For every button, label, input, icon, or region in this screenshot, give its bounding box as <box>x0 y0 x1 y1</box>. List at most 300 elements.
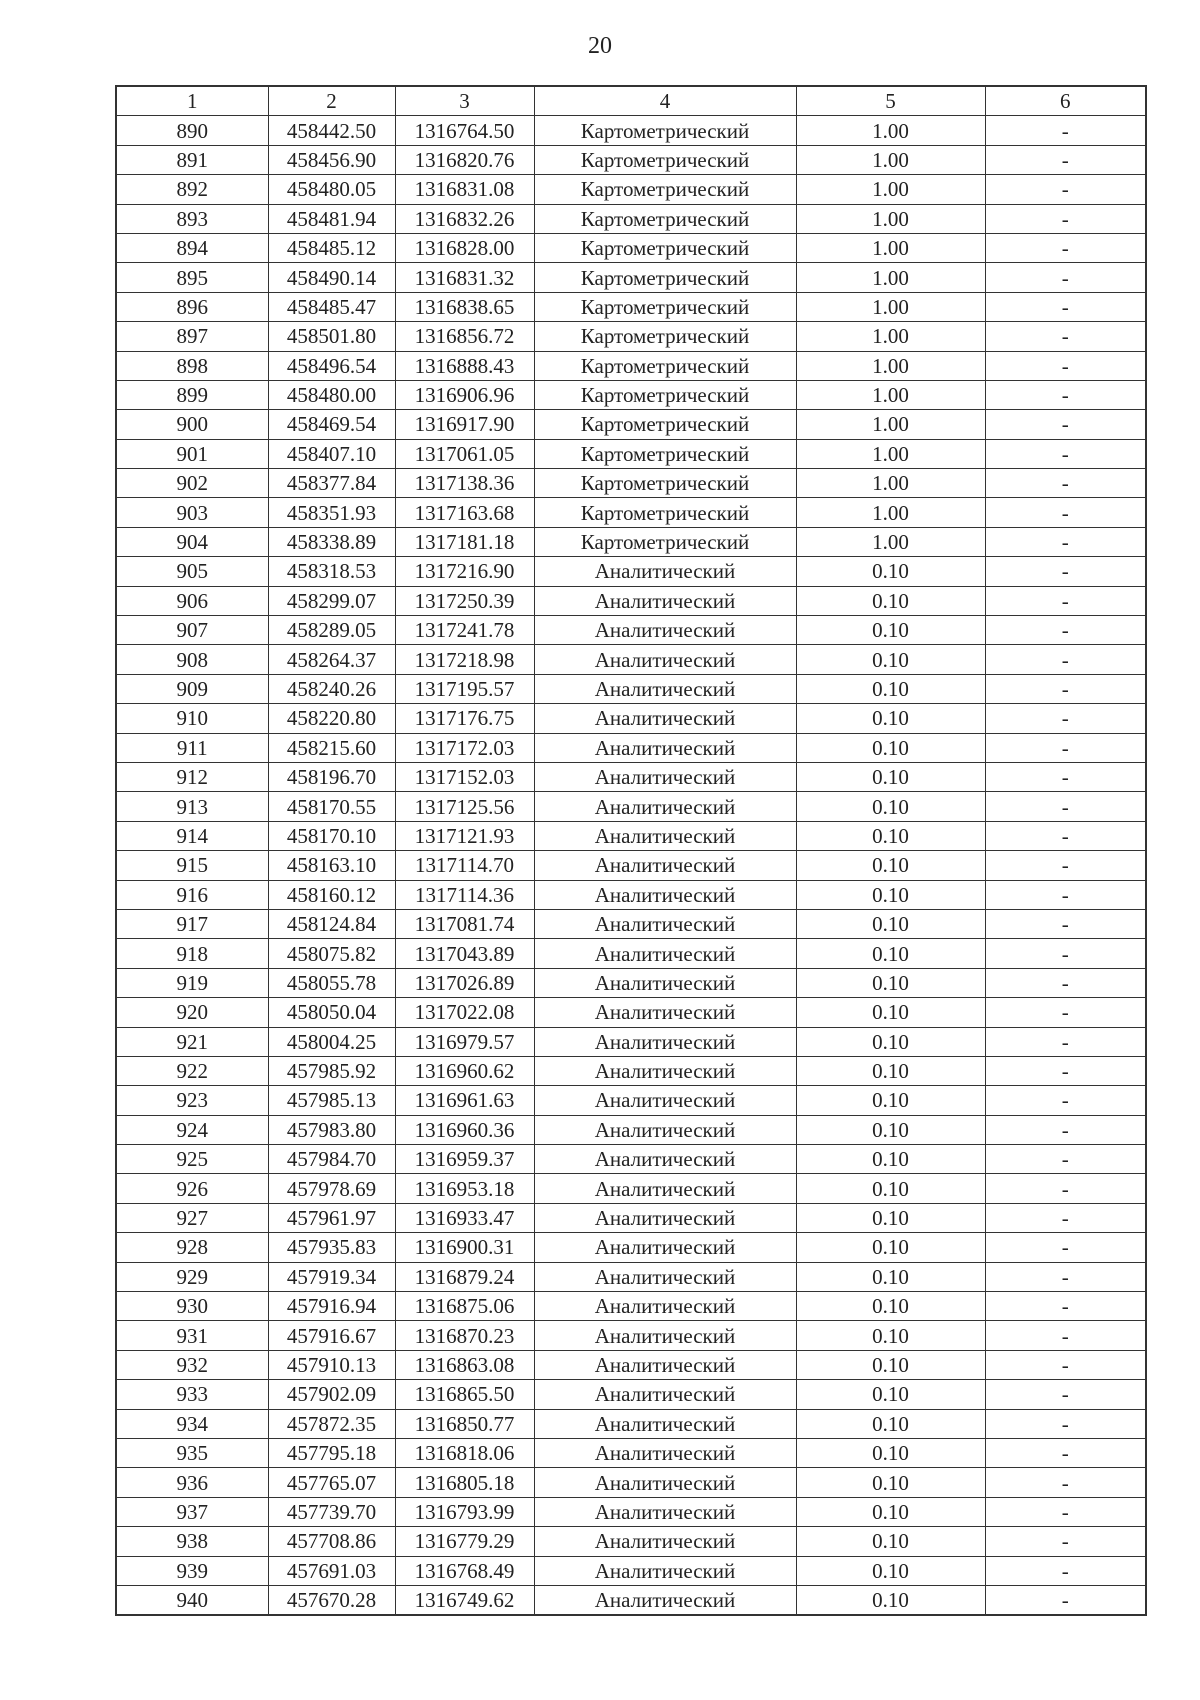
point-number-cell: 914 <box>116 821 268 850</box>
column-header: 3 <box>395 86 534 116</box>
point-number-cell: 915 <box>116 851 268 880</box>
method-cell: Аналитический <box>534 821 796 850</box>
note-cell: - <box>985 880 1146 909</box>
point-number-cell: 903 <box>116 498 268 527</box>
y-coordinate-cell: 1317163.68 <box>395 498 534 527</box>
note-cell: - <box>985 1174 1146 1203</box>
table-row <box>116 1321 1146 1350</box>
y-coordinate-cell: 1316764.50 <box>395 116 534 145</box>
point-number-cell: 913 <box>116 792 268 821</box>
method-cell: Картометрический <box>534 233 796 262</box>
note-cell: - <box>985 851 1146 880</box>
table-row <box>116 586 1146 615</box>
x-coordinate-cell: 457691.03 <box>268 1556 395 1585</box>
method-cell: Аналитический <box>534 1292 796 1321</box>
table-row <box>116 1585 1146 1615</box>
x-coordinate-cell: 457916.94 <box>268 1292 395 1321</box>
y-coordinate-cell: 1317022.08 <box>395 998 534 1027</box>
y-coordinate-cell: 1316979.57 <box>395 1027 534 1056</box>
method-cell: Аналитический <box>534 792 796 821</box>
y-coordinate-cell: 1316875.06 <box>395 1292 534 1321</box>
method-cell: Аналитический <box>534 1086 796 1115</box>
column-header: 4 <box>534 86 796 116</box>
point-number-cell: 918 <box>116 939 268 968</box>
accuracy-cell: 1.00 <box>796 527 985 556</box>
accuracy-cell: 0.10 <box>796 851 985 880</box>
point-number-cell: 938 <box>116 1527 268 1556</box>
table-row <box>116 1380 1146 1409</box>
accuracy-cell: 0.10 <box>796 1174 985 1203</box>
table-row <box>116 1115 1146 1144</box>
accuracy-cell: 0.10 <box>796 1527 985 1556</box>
x-coordinate-cell: 458050.04 <box>268 998 395 1027</box>
method-cell: Аналитический <box>534 1056 796 1085</box>
x-coordinate-cell: 458485.47 <box>268 292 395 321</box>
table-header <box>116 86 1146 116</box>
note-cell: - <box>985 704 1146 733</box>
y-coordinate-cell: 1317241.78 <box>395 616 534 645</box>
x-coordinate-cell: 458289.05 <box>268 616 395 645</box>
table-row <box>116 851 1146 880</box>
point-number-cell: 927 <box>116 1203 268 1232</box>
note-cell: - <box>985 145 1146 174</box>
method-cell: Аналитический <box>534 851 796 880</box>
x-coordinate-cell: 458480.00 <box>268 380 395 409</box>
y-coordinate-cell: 1316863.08 <box>395 1350 534 1379</box>
table-row <box>116 792 1146 821</box>
table-row <box>116 821 1146 850</box>
point-number-cell: 893 <box>116 204 268 233</box>
point-number-cell: 902 <box>116 469 268 498</box>
table-row <box>116 968 1146 997</box>
accuracy-cell: 0.10 <box>796 1380 985 1409</box>
column-header: 6 <box>985 86 1146 116</box>
x-coordinate-cell: 457983.80 <box>268 1115 395 1144</box>
note-cell: - <box>985 909 1146 938</box>
x-coordinate-cell: 458338.89 <box>268 527 395 556</box>
method-cell: Аналитический <box>534 1233 796 1262</box>
accuracy-cell: 0.10 <box>796 645 985 674</box>
y-coordinate-cell: 1317216.90 <box>395 557 534 586</box>
accuracy-cell: 1.00 <box>796 469 985 498</box>
accuracy-cell: 0.10 <box>796 1409 985 1438</box>
point-number-cell: 935 <box>116 1438 268 1467</box>
method-cell: Аналитический <box>534 1497 796 1526</box>
y-coordinate-cell: 1316818.06 <box>395 1438 534 1467</box>
y-coordinate-cell: 1317125.56 <box>395 792 534 821</box>
note-cell: - <box>985 733 1146 762</box>
method-cell: Картометрический <box>534 204 796 233</box>
method-cell: Аналитический <box>534 616 796 645</box>
note-cell: - <box>985 1497 1146 1526</box>
accuracy-cell: 0.10 <box>796 1497 985 1526</box>
accuracy-cell: 0.10 <box>796 704 985 733</box>
table-row <box>116 733 1146 762</box>
y-coordinate-cell: 1317152.03 <box>395 762 534 791</box>
table-body <box>116 116 1146 1615</box>
accuracy-cell: 0.10 <box>796 674 985 703</box>
x-coordinate-cell: 458170.55 <box>268 792 395 821</box>
table-row <box>116 1556 1146 1585</box>
table-row <box>116 1409 1146 1438</box>
method-cell: Аналитический <box>534 1468 796 1497</box>
table-row <box>116 116 1146 145</box>
point-number-cell: 923 <box>116 1086 268 1115</box>
x-coordinate-cell: 457902.09 <box>268 1380 395 1409</box>
point-number-cell: 921 <box>116 1027 268 1056</box>
point-number-cell: 932 <box>116 1350 268 1379</box>
x-coordinate-cell: 458055.78 <box>268 968 395 997</box>
point-number-cell: 931 <box>116 1321 268 1350</box>
point-number-cell: 890 <box>116 116 268 145</box>
y-coordinate-cell: 1316749.62 <box>395 1585 534 1615</box>
method-cell: Аналитический <box>534 1556 796 1585</box>
y-coordinate-cell: 1316779.29 <box>395 1527 534 1556</box>
accuracy-cell: 0.10 <box>796 1027 985 1056</box>
x-coordinate-cell: 458496.54 <box>268 351 395 380</box>
accuracy-cell: 1.00 <box>796 175 985 204</box>
x-coordinate-cell: 458469.54 <box>268 410 395 439</box>
y-coordinate-cell: 1317172.03 <box>395 733 534 762</box>
y-coordinate-cell: 1317138.36 <box>395 469 534 498</box>
method-cell: Картометрический <box>534 380 796 409</box>
point-number-cell: 908 <box>116 645 268 674</box>
method-cell: Аналитический <box>534 1262 796 1291</box>
table-row <box>116 909 1146 938</box>
table-row <box>116 175 1146 204</box>
point-number-cell: 934 <box>116 1409 268 1438</box>
x-coordinate-cell: 458490.14 <box>268 263 395 292</box>
x-coordinate-cell: 457961.97 <box>268 1203 395 1232</box>
y-coordinate-cell: 1316960.62 <box>395 1056 534 1085</box>
note-cell: - <box>985 792 1146 821</box>
method-cell: Аналитический <box>534 1174 796 1203</box>
accuracy-cell: 1.00 <box>796 439 985 468</box>
x-coordinate-cell: 457985.92 <box>268 1056 395 1085</box>
y-coordinate-cell: 1316828.00 <box>395 233 534 262</box>
note-cell: - <box>985 1086 1146 1115</box>
x-coordinate-cell: 458481.94 <box>268 204 395 233</box>
y-coordinate-cell: 1316832.26 <box>395 204 534 233</box>
y-coordinate-cell: 1316865.50 <box>395 1380 534 1409</box>
x-coordinate-cell: 457978.69 <box>268 1174 395 1203</box>
table-row <box>116 469 1146 498</box>
x-coordinate-cell: 458264.37 <box>268 645 395 674</box>
method-cell: Картометрический <box>534 292 796 321</box>
accuracy-cell: 0.10 <box>796 1056 985 1085</box>
note-cell: - <box>985 674 1146 703</box>
method-cell: Аналитический <box>534 939 796 968</box>
point-number-cell: 910 <box>116 704 268 733</box>
y-coordinate-cell: 1316831.32 <box>395 263 534 292</box>
note-cell: - <box>985 1321 1146 1350</box>
point-number-cell: 899 <box>116 380 268 409</box>
point-number-cell: 929 <box>116 1262 268 1291</box>
x-coordinate-cell: 457765.07 <box>268 1468 395 1497</box>
note-cell: - <box>985 616 1146 645</box>
point-number-cell: 891 <box>116 145 268 174</box>
x-coordinate-cell: 458004.25 <box>268 1027 395 1056</box>
method-cell: Аналитический <box>534 1321 796 1350</box>
point-number-cell: 892 <box>116 175 268 204</box>
table-row <box>116 233 1146 262</box>
point-number-cell: 928 <box>116 1233 268 1262</box>
column-header: 1 <box>116 86 268 116</box>
method-cell: Картометрический <box>534 351 796 380</box>
method-cell: Аналитический <box>534 762 796 791</box>
x-coordinate-cell: 458456.90 <box>268 145 395 174</box>
x-coordinate-cell: 458124.84 <box>268 909 395 938</box>
point-number-cell: 905 <box>116 557 268 586</box>
y-coordinate-cell: 1316793.99 <box>395 1497 534 1526</box>
point-number-cell: 926 <box>116 1174 268 1203</box>
y-coordinate-cell: 1317121.93 <box>395 821 534 850</box>
table-row <box>116 1292 1146 1321</box>
x-coordinate-cell: 458318.53 <box>268 557 395 586</box>
y-coordinate-cell: 1316888.43 <box>395 351 534 380</box>
accuracy-cell: 0.10 <box>796 1350 985 1379</box>
x-coordinate-cell: 458240.26 <box>268 674 395 703</box>
method-cell: Аналитический <box>534 586 796 615</box>
x-coordinate-cell: 457708.86 <box>268 1527 395 1556</box>
point-number-cell: 930 <box>116 1292 268 1321</box>
accuracy-cell: 1.00 <box>796 380 985 409</box>
note-cell: - <box>985 233 1146 262</box>
x-coordinate-cell: 458215.60 <box>268 733 395 762</box>
method-cell: Картометрический <box>534 175 796 204</box>
y-coordinate-cell: 1317176.75 <box>395 704 534 733</box>
note-cell: - <box>985 322 1146 351</box>
note-cell: - <box>985 351 1146 380</box>
x-coordinate-cell: 458299.07 <box>268 586 395 615</box>
y-coordinate-cell: 1317114.36 <box>395 880 534 909</box>
method-cell: Картометрический <box>534 116 796 145</box>
method-cell: Аналитический <box>534 1438 796 1467</box>
note-cell: - <box>985 1292 1146 1321</box>
header-row <box>116 86 1146 116</box>
y-coordinate-cell: 1316960.36 <box>395 1115 534 1144</box>
note-cell: - <box>985 557 1146 586</box>
table-row <box>116 351 1146 380</box>
table-row <box>116 704 1146 733</box>
method-cell: Аналитический <box>534 674 796 703</box>
y-coordinate-cell: 1317061.05 <box>395 439 534 468</box>
table-row <box>116 263 1146 292</box>
table-row <box>116 1027 1146 1056</box>
x-coordinate-cell: 457984.70 <box>268 1145 395 1174</box>
y-coordinate-cell: 1316820.76 <box>395 145 534 174</box>
accuracy-cell: 0.10 <box>796 1585 985 1615</box>
table-row <box>116 498 1146 527</box>
method-cell: Аналитический <box>534 1409 796 1438</box>
page-number: 20 <box>588 33 612 59</box>
table-row <box>116 410 1146 439</box>
method-cell: Картометрический <box>534 263 796 292</box>
method-cell: Аналитический <box>534 704 796 733</box>
x-coordinate-cell: 458351.93 <box>268 498 395 527</box>
accuracy-cell: 0.10 <box>796 939 985 968</box>
accuracy-cell: 0.10 <box>796 1262 985 1291</box>
method-cell: Аналитический <box>534 1145 796 1174</box>
accuracy-cell: 0.10 <box>796 998 985 1027</box>
y-coordinate-cell: 1317043.89 <box>395 939 534 968</box>
y-coordinate-cell: 1316900.31 <box>395 1233 534 1262</box>
accuracy-cell: 0.10 <box>796 1145 985 1174</box>
accuracy-cell: 1.00 <box>796 116 985 145</box>
note-cell: - <box>985 968 1146 997</box>
point-number-cell: 939 <box>116 1556 268 1585</box>
method-cell: Аналитический <box>534 1350 796 1379</box>
table-row <box>116 1174 1146 1203</box>
method-cell: Аналитический <box>534 1027 796 1056</box>
accuracy-cell: 0.10 <box>796 1438 985 1467</box>
table-row <box>116 880 1146 909</box>
table-row <box>116 527 1146 556</box>
column-header: 5 <box>796 86 985 116</box>
point-number-cell: 909 <box>116 674 268 703</box>
note-cell: - <box>985 1527 1146 1556</box>
table-row <box>116 1438 1146 1467</box>
point-number-cell: 925 <box>116 1145 268 1174</box>
method-cell: Картометрический <box>534 469 796 498</box>
point-number-cell: 916 <box>116 880 268 909</box>
y-coordinate-cell: 1317114.70 <box>395 851 534 880</box>
point-number-cell: 898 <box>116 351 268 380</box>
table-row <box>116 1350 1146 1379</box>
method-cell: Аналитический <box>534 880 796 909</box>
x-coordinate-cell: 458501.80 <box>268 322 395 351</box>
accuracy-cell: 0.10 <box>796 586 985 615</box>
x-coordinate-cell: 457670.28 <box>268 1585 395 1615</box>
table-row <box>116 1203 1146 1232</box>
method-cell: Аналитический <box>534 1585 796 1615</box>
x-coordinate-cell: 458196.70 <box>268 762 395 791</box>
table-row <box>116 616 1146 645</box>
y-coordinate-cell: 1316838.65 <box>395 292 534 321</box>
note-cell: - <box>985 939 1146 968</box>
y-coordinate-cell: 1316850.77 <box>395 1409 534 1438</box>
note-cell: - <box>985 439 1146 468</box>
accuracy-cell: 0.10 <box>796 968 985 997</box>
y-coordinate-cell: 1316768.49 <box>395 1556 534 1585</box>
point-number-cell: 901 <box>116 439 268 468</box>
accuracy-cell: 0.10 <box>796 762 985 791</box>
x-coordinate-cell: 457910.13 <box>268 1350 395 1379</box>
accuracy-cell: 0.10 <box>796 1292 985 1321</box>
note-cell: - <box>985 469 1146 498</box>
method-cell: Картометрический <box>534 439 796 468</box>
accuracy-cell: 0.10 <box>796 1086 985 1115</box>
y-coordinate-cell: 1316959.37 <box>395 1145 534 1174</box>
note-cell: - <box>985 204 1146 233</box>
table-row <box>116 322 1146 351</box>
note-cell: - <box>985 1380 1146 1409</box>
point-number-cell: 906 <box>116 586 268 615</box>
point-number-cell: 920 <box>116 998 268 1027</box>
method-cell: Аналитический <box>534 1203 796 1232</box>
y-coordinate-cell: 1317026.89 <box>395 968 534 997</box>
accuracy-cell: 1.00 <box>796 204 985 233</box>
accuracy-cell: 0.10 <box>796 880 985 909</box>
note-cell: - <box>985 762 1146 791</box>
accuracy-cell: 0.10 <box>796 1233 985 1262</box>
x-coordinate-cell: 458075.82 <box>268 939 395 968</box>
table-row <box>116 1262 1146 1291</box>
table-row <box>116 204 1146 233</box>
point-number-cell: 911 <box>116 733 268 762</box>
y-coordinate-cell: 1316917.90 <box>395 410 534 439</box>
y-coordinate-cell: 1316961.63 <box>395 1086 534 1115</box>
accuracy-cell: 1.00 <box>796 351 985 380</box>
point-number-cell: 907 <box>116 616 268 645</box>
note-cell: - <box>985 1145 1146 1174</box>
x-coordinate-cell: 458220.80 <box>268 704 395 733</box>
accuracy-cell: 1.00 <box>796 263 985 292</box>
method-cell: Аналитический <box>534 645 796 674</box>
note-cell: - <box>985 292 1146 321</box>
x-coordinate-cell: 458163.10 <box>268 851 395 880</box>
note-cell: - <box>985 1409 1146 1438</box>
note-cell: - <box>985 1585 1146 1615</box>
x-coordinate-cell: 457985.13 <box>268 1086 395 1115</box>
note-cell: - <box>985 998 1146 1027</box>
note-cell: - <box>985 1556 1146 1585</box>
y-coordinate-cell: 1316870.23 <box>395 1321 534 1350</box>
table-row <box>116 1086 1146 1115</box>
accuracy-cell: 0.10 <box>796 733 985 762</box>
x-coordinate-cell: 457795.18 <box>268 1438 395 1467</box>
x-coordinate-cell: 458480.05 <box>268 175 395 204</box>
y-coordinate-cell: 1317218.98 <box>395 645 534 674</box>
accuracy-cell: 0.10 <box>796 616 985 645</box>
accuracy-cell: 0.10 <box>796 1468 985 1497</box>
point-number-cell: 917 <box>116 909 268 938</box>
method-cell: Аналитический <box>534 998 796 1027</box>
point-number-cell: 922 <box>116 1056 268 1085</box>
y-coordinate-cell: 1317181.18 <box>395 527 534 556</box>
accuracy-cell: 1.00 <box>796 292 985 321</box>
note-cell: - <box>985 175 1146 204</box>
table-row <box>116 762 1146 791</box>
table-row <box>116 1497 1146 1526</box>
accuracy-cell: 0.10 <box>796 821 985 850</box>
accuracy-cell: 0.10 <box>796 792 985 821</box>
x-coordinate-cell: 458485.12 <box>268 233 395 262</box>
y-coordinate-cell: 1316879.24 <box>395 1262 534 1291</box>
point-number-cell: 904 <box>116 527 268 556</box>
x-coordinate-cell: 458170.10 <box>268 821 395 850</box>
y-coordinate-cell: 1317250.39 <box>395 586 534 615</box>
accuracy-cell: 1.00 <box>796 498 985 527</box>
y-coordinate-cell: 1316856.72 <box>395 322 534 351</box>
note-cell: - <box>985 1056 1146 1085</box>
method-cell: Аналитический <box>534 1380 796 1409</box>
table-row <box>116 439 1146 468</box>
y-coordinate-cell: 1317081.74 <box>395 909 534 938</box>
accuracy-cell: 1.00 <box>796 410 985 439</box>
point-number-cell: 924 <box>116 1115 268 1144</box>
method-cell: Аналитический <box>534 968 796 997</box>
accuracy-cell: 1.00 <box>796 322 985 351</box>
x-coordinate-cell: 457739.70 <box>268 1497 395 1526</box>
note-cell: - <box>985 821 1146 850</box>
method-cell: Картометрический <box>534 410 796 439</box>
table-row <box>116 1056 1146 1085</box>
accuracy-cell: 0.10 <box>796 557 985 586</box>
accuracy-cell: 1.00 <box>796 145 985 174</box>
method-cell: Аналитический <box>534 733 796 762</box>
y-coordinate-cell: 1316953.18 <box>395 1174 534 1203</box>
